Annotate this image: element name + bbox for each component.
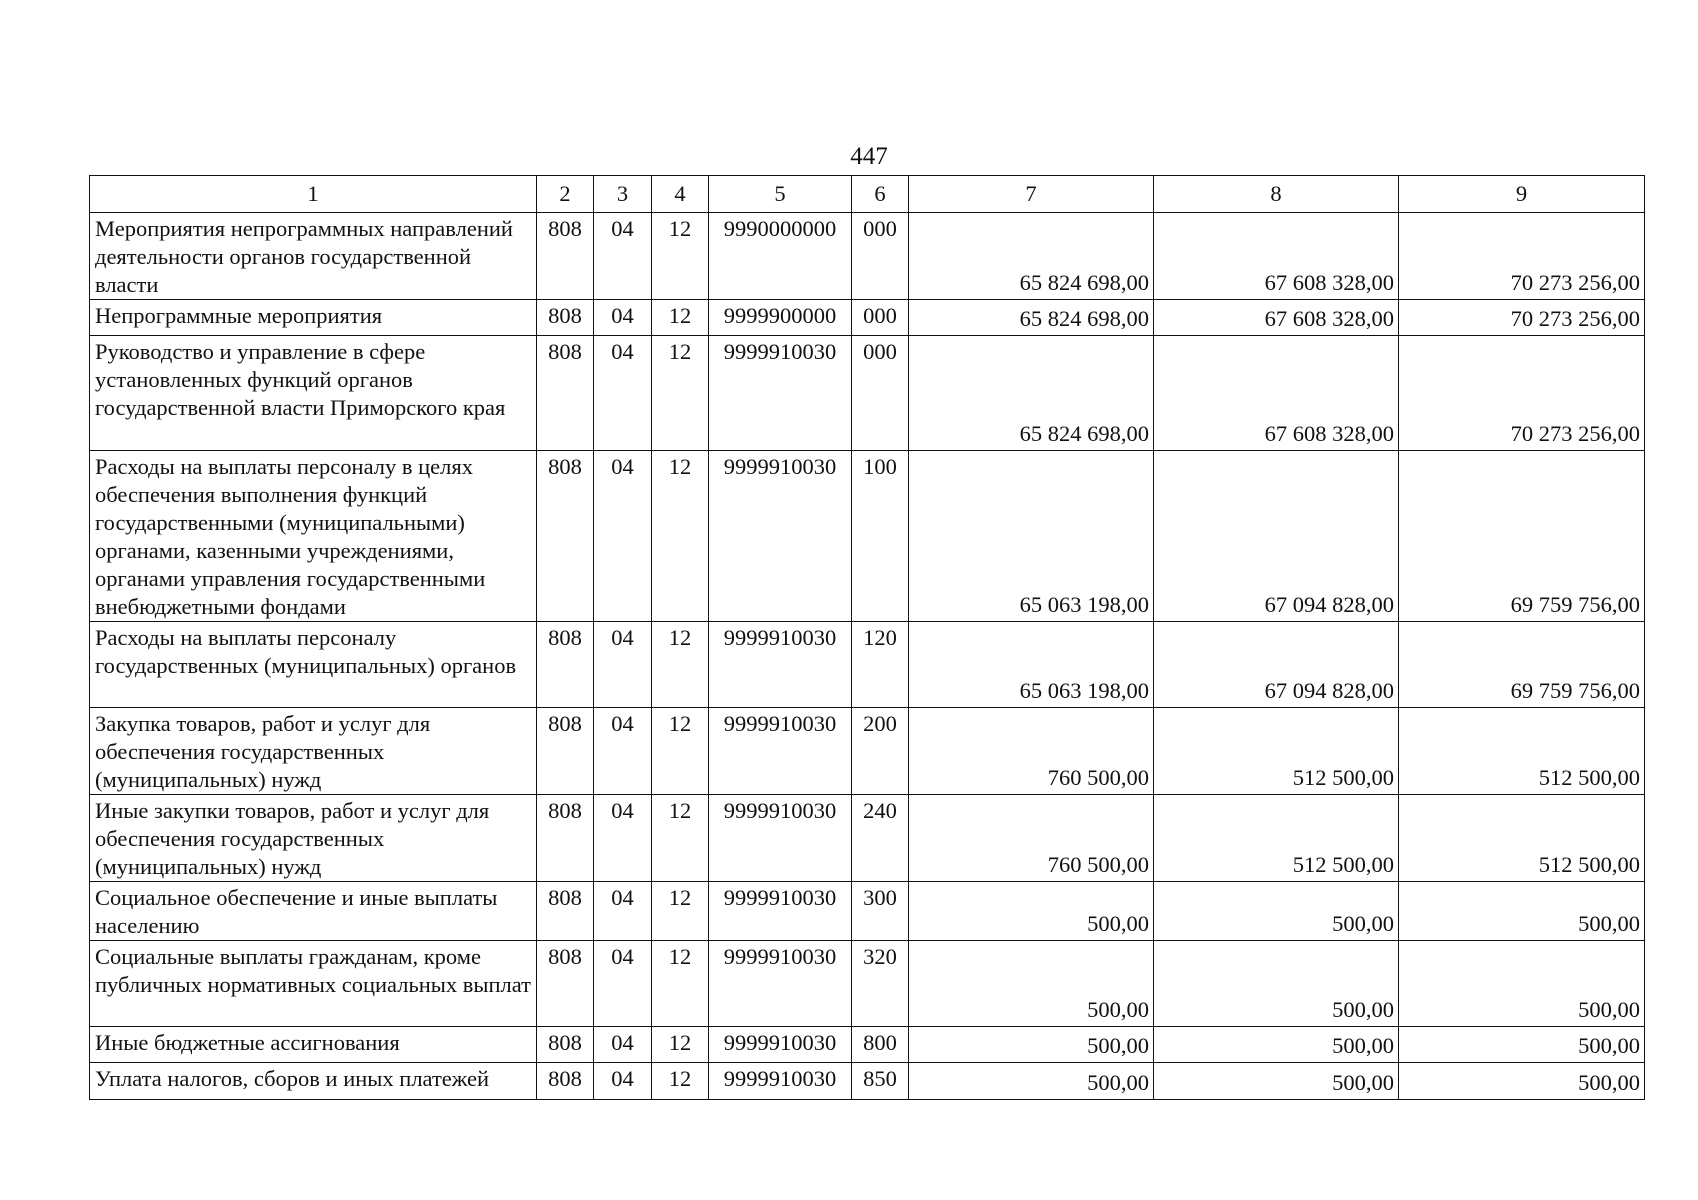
table-row [90,882,1645,941]
cell-c2: 808 [537,1063,594,1100]
header-cell: 9 [1399,176,1645,213]
cell-c5: 9999910030 [709,708,852,795]
cell-c8: 512 500,00 [1154,708,1399,795]
cell-c5: 9999900000 [709,300,852,336]
cell-c4: 12 [652,882,709,941]
cell-c6: 000 [852,300,909,336]
cell-c4: 12 [652,1027,709,1063]
row-name: Социальное обеспечение и иные выплаты населению [90,882,537,941]
cell-c9: 69 759 756,00 [1399,451,1645,622]
header-cell: 5 [709,176,852,213]
cell-c2: 808 [537,1027,594,1063]
cell-c7: 65 063 198,00 [909,622,1154,708]
cell-c2: 808 [537,708,594,795]
cell-c4: 12 [652,1063,709,1100]
row-name: Иные закупки товаров, работ и услуг для обеспечения государственных (муниципальных) нужд [90,795,537,882]
row-name: Закупка товаров, работ и услуг для обеспечения государственных (муниципальных) нужд [90,708,537,795]
cell-c6: 850 [852,1063,909,1100]
cell-c7: 65 824 698,00 [909,336,1154,451]
cell-c2: 808 [537,213,594,300]
cell-c3: 04 [594,622,652,708]
cell-c8: 500,00 [1154,1063,1399,1100]
cell-c5: 9999910030 [709,941,852,1027]
cell-c4: 12 [652,941,709,1027]
cell-c3: 04 [594,941,652,1027]
table-row [90,213,1645,300]
row-name: Мероприятия непрограммных направлений деятельности органов государственной власти [90,213,537,300]
cell-c6: 120 [852,622,909,708]
cell-c9: 70 273 256,00 [1399,213,1645,300]
cell-c7: 65 063 198,00 [909,451,1154,622]
cell-c4: 12 [652,300,709,336]
cell-c3: 04 [594,451,652,622]
table-row [90,622,1645,708]
cell-c2: 808 [537,882,594,941]
cell-c2: 808 [537,941,594,1027]
cell-c8: 67 608 328,00 [1154,336,1399,451]
cell-c5: 9999910030 [709,795,852,882]
row-name: Руководство и управление в сфере установленных функций органов государственной власти Приморского края [90,336,537,451]
cell-c7: 760 500,00 [909,795,1154,882]
cell-c9: 500,00 [1399,882,1645,941]
cell-c8: 67 608 328,00 [1154,213,1399,300]
cell-c7: 500,00 [909,1063,1154,1100]
table-row [90,336,1645,451]
cell-c3: 04 [594,300,652,336]
cell-c5: 9999910030 [709,451,852,622]
cell-c3: 04 [594,213,652,300]
cell-c6: 000 [852,336,909,451]
cell-c6: 100 [852,451,909,622]
cell-c7: 65 824 698,00 [909,213,1154,300]
cell-c9: 500,00 [1399,1027,1645,1063]
cell-c4: 12 [652,451,709,622]
cell-c4: 12 [652,336,709,451]
row-name: Расходы на выплаты персоналу в целях обеспечения выполнения функций государственными (муниципальными) органами, казенными учреждениями, органами управления государственными внебюджетными фондами [90,451,537,622]
table-header-row [90,176,1645,213]
header-cell: 6 [852,176,909,213]
cell-c2: 808 [537,622,594,708]
cell-c7: 500,00 [909,1027,1154,1063]
header-cell: 3 [594,176,652,213]
cell-c8: 500,00 [1154,882,1399,941]
cell-c9: 70 273 256,00 [1399,336,1645,451]
cell-c2: 808 [537,336,594,451]
cell-c9: 500,00 [1399,941,1645,1027]
cell-c8: 67 094 828,00 [1154,622,1399,708]
cell-c8: 67 608 328,00 [1154,300,1399,336]
cell-c4: 12 [652,708,709,795]
cell-c4: 12 [652,795,709,882]
cell-c6: 200 [852,708,909,795]
cell-c7: 760 500,00 [909,708,1154,795]
cell-c7: 65 824 698,00 [909,300,1154,336]
cell-c8: 500,00 [1154,1027,1399,1063]
table-row [90,300,1645,336]
table-row [90,451,1645,622]
table-row [90,941,1645,1027]
cell-c2: 808 [537,451,594,622]
row-name: Расходы на выплаты персоналу государственных (муниципальных) органов [90,622,537,708]
cell-c8: 512 500,00 [1154,795,1399,882]
cell-c5: 9999910030 [709,882,852,941]
row-name: Непрограммные мероприятия [90,300,537,336]
cell-c2: 808 [537,795,594,882]
cell-c3: 04 [594,795,652,882]
cell-c8: 500,00 [1154,941,1399,1027]
cell-c4: 12 [652,213,709,300]
row-name: Социальные выплаты гражданам, кроме публичных нормативных социальных выплат [90,941,537,1027]
table-row [90,1063,1645,1100]
cell-c3: 04 [594,882,652,941]
header-cell: 7 [909,176,1154,213]
cell-c9: 512 500,00 [1399,795,1645,882]
cell-c3: 04 [594,1027,652,1063]
cell-c9: 500,00 [1399,1063,1645,1100]
cell-c5: 9999910030 [709,336,852,451]
cell-c4: 12 [652,622,709,708]
cell-c3: 04 [594,708,652,795]
cell-c6: 320 [852,941,909,1027]
cell-c7: 500,00 [909,882,1154,941]
cell-c5: 9999910030 [709,1063,852,1100]
cell-c5: 9990000000 [709,213,852,300]
cell-c6: 300 [852,882,909,941]
cell-c2: 808 [537,300,594,336]
cell-c9: 69 759 756,00 [1399,622,1645,708]
cell-c6: 800 [852,1027,909,1063]
cell-c8: 67 094 828,00 [1154,451,1399,622]
cell-c5: 9999910030 [709,1027,852,1063]
cell-c6: 240 [852,795,909,882]
header-cell: 1 [90,176,537,213]
cell-c9: 70 273 256,00 [1399,300,1645,336]
cell-c3: 04 [594,1063,652,1100]
table-row [90,708,1645,795]
table-row [90,1027,1645,1063]
cell-c9: 512 500,00 [1399,708,1645,795]
cell-c5: 9999910030 [709,622,852,708]
header-cell: 4 [652,176,709,213]
header-cell: 8 [1154,176,1399,213]
table-row [90,795,1645,882]
row-name: Иные бюджетные ассигнования [90,1027,537,1063]
cell-c6: 000 [852,213,909,300]
budget-table [89,175,1645,1100]
cell-c3: 04 [594,336,652,451]
header-cell: 2 [537,176,594,213]
cell-c7: 500,00 [909,941,1154,1027]
row-name: Уплата налогов, сборов и иных платежей [90,1063,537,1100]
page-number: 447 [850,143,888,170]
